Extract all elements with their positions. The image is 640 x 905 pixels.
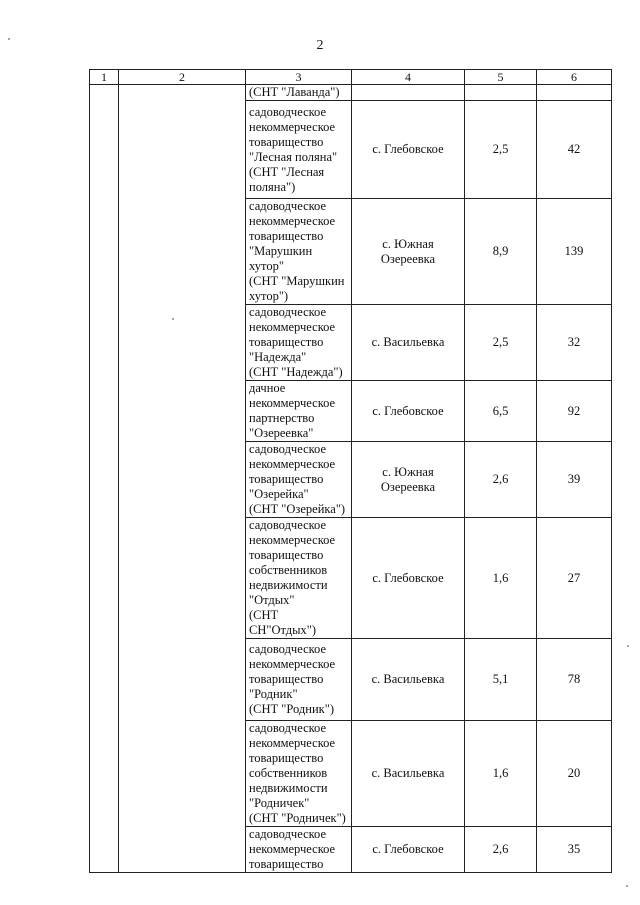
header-cell-6: 6 <box>537 70 612 85</box>
organization-name-cell: садоводческое некоммерческое товарищество "Озерейка" (СНТ "Озерейка") <box>246 442 352 518</box>
count-cell: 139 <box>537 199 612 305</box>
area-cell: 2,6 <box>465 442 537 518</box>
header-cell-2: 2 <box>119 70 246 85</box>
area-cell: 2,6 <box>465 827 537 873</box>
page-number: 2 <box>316 38 324 53</box>
scan-speck <box>8 38 10 40</box>
table-row <box>90 85 612 101</box>
count-cell: 35 <box>537 827 612 873</box>
document-table <box>89 69 612 873</box>
area-cell: 2,5 <box>465 305 537 381</box>
area-cell: 6,5 <box>465 381 537 442</box>
organization-name-cell: садоводческое некоммерческое товарищество "Лесная поляна" (СНТ "Лесная поляна") <box>246 101 352 199</box>
settlement-cell: с. Южная Озереевка <box>352 199 465 305</box>
scan-speck <box>172 318 174 320</box>
header-cell-1: 1 <box>90 70 119 85</box>
header-cell-3: 3 <box>246 70 352 85</box>
organization-name-cell: садоводческое некоммерческое товарищество собственников недвижимости "Отдых" (СНТ СН"Отдых") <box>246 518 352 639</box>
col-1-merged-cell <box>90 85 119 873</box>
organization-name-cell: садоводческое некоммерческое товарищество собственников недвижимости "Родничек" (СНТ "Родничек") <box>246 721 352 827</box>
area-cell: 5,1 <box>465 639 537 721</box>
count-cell <box>537 85 612 101</box>
area-cell: 1,6 <box>465 518 537 639</box>
settlement-cell: с. Глебовское <box>352 518 465 639</box>
header-cell-5: 5 <box>465 70 537 85</box>
settlement-cell: с. Глебовское <box>352 827 465 873</box>
count-cell: 42 <box>537 101 612 199</box>
organization-name-cell: (СНТ "Лаванда") <box>246 85 352 101</box>
count-cell: 78 <box>537 639 612 721</box>
count-cell: 92 <box>537 381 612 442</box>
settlement-cell: с. Глебовское <box>352 381 465 442</box>
area-cell: 2,5 <box>465 101 537 199</box>
settlement-cell: с. Васильевка <box>352 721 465 827</box>
scan-speck <box>626 885 628 887</box>
count-cell: 32 <box>537 305 612 381</box>
count-cell: 20 <box>537 721 612 827</box>
area-cell: 1,6 <box>465 721 537 827</box>
settlement-cell: с. Южная Озереевка <box>352 442 465 518</box>
count-cell: 39 <box>537 442 612 518</box>
area-cell: 8,9 <box>465 199 537 305</box>
area-cell <box>465 85 537 101</box>
organization-name-cell: садоводческое некоммерческое товарищество "Родник" (СНТ "Родник") <box>246 639 352 721</box>
count-cell: 27 <box>537 518 612 639</box>
organization-name-cell: садоводческое некоммерческое товарищество "Марушкин хутор" (СНТ "Марушкин хутор") <box>246 199 352 305</box>
scan-speck <box>627 645 629 647</box>
col-2-merged-cell <box>119 85 246 873</box>
settlement-cell: с. Васильевка <box>352 305 465 381</box>
table-header-row <box>90 70 612 85</box>
organization-name-cell: садоводческое некоммерческое товарищество <box>246 827 352 873</box>
settlement-cell: с. Васильевка <box>352 639 465 721</box>
organization-name-cell: садоводческое некоммерческое товарищество "Надежда" (СНТ "Надежда") <box>246 305 352 381</box>
organization-name-cell: дачное некоммерческое партнерство "Озереевка" <box>246 381 352 442</box>
header-cell-4: 4 <box>352 70 465 85</box>
settlement-cell: с. Глебовское <box>352 101 465 199</box>
settlement-cell <box>352 85 465 101</box>
